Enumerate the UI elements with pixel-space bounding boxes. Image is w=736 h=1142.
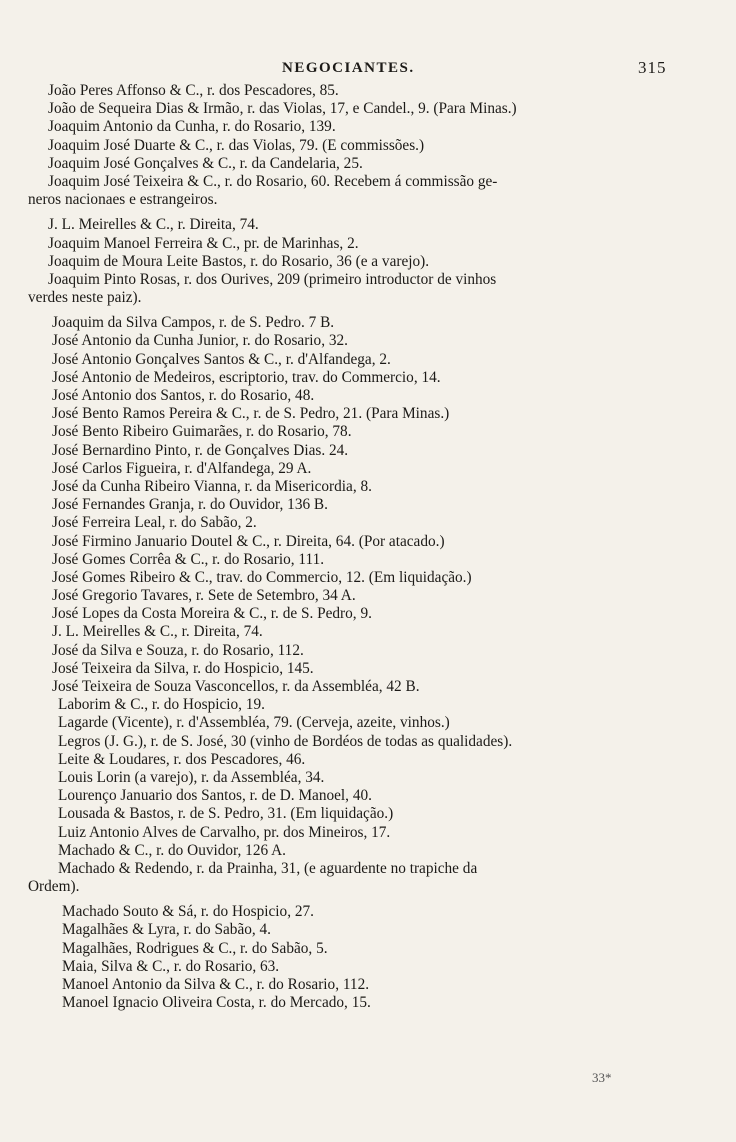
list-item: José Antonio dos Santos, r. do Rosario, 48. — [52, 387, 315, 404]
list-item: Louis Lorin (a varejo), r. da Assembléa, 34. — [58, 768, 325, 786]
list-item: José Bento Ribeiro Guimarães, r. do Rosario, 78. — [52, 423, 352, 441]
list-item: Lourenço Januario dos Santos, r. de D. Manoel, 40. — [58, 787, 372, 805]
list-item: Legros (J. G.), r. de S. José, 30 (vinho de Bordéos de todas as qualidades). — [58, 732, 513, 750]
list-item: João de Sequeira Dias & Irmão, r. das Violas, 17, e Candel., 9. (Para Minas.) — [48, 100, 517, 118]
merchant-list — [0, 82, 736, 1012]
list-item: Joaquim de Moura Leite Bastos, r. do Rosario, 36 (e a varejo). — [48, 252, 430, 270]
list-item: J. L. Meirelles & C., r. Direita, 74. — [52, 623, 263, 641]
list-item: José Gomes Ribeiro & C., trav. do Commercio, 12. (Em liquidação.) — [52, 568, 472, 586]
list-item: Joaquim José Teixeira & C., r. do Rosario, 60. Recebem á commissão ge- — [48, 172, 498, 190]
list-item: Joaquim José Gonçalves & C., r. da Candelaria, 25. — [48, 154, 363, 172]
list-item: Joaquim Pinto Rosas, r. dos Ourives, 209 (primeiro introductor de vinhos — [48, 270, 497, 288]
list-item: Joaquim José Duarte & C., r. das Violas, 79. (E commissões.) — [48, 136, 425, 154]
list-item: Lousada & Bastos, r. de S. Pedro, 31. (Em liquidação.) — [58, 805, 394, 823]
list-item: Machado & C., r. do Ouvidor, 126 A. — [58, 841, 286, 859]
list-item: José Gomes Corrêa & C., r. do Rosario, 111. — [52, 550, 325, 568]
list-item: José Lopes da Costa Moreira & C., r. de S. Pedro, 9. — [52, 605, 372, 623]
list-item: Laborim & C., r. do Hospicio, 19. — [58, 696, 265, 714]
list-item: José Antonio de Medeiros, escriptorio, trav. do Commercio, 14. — [52, 368, 441, 386]
list-item: José Bernardino Pinto, r. de Gonçalves Dias. 24. — [52, 441, 349, 459]
list-item: Joaquim Antonio da Cunha, r. do Rosario, 139. — [48, 118, 336, 136]
list-item: João Peres Affonso & C., r. dos Pescadores, 85. — [48, 82, 339, 99]
list-item: José da Silva e Souza, r. do Rosario, 112. — [52, 641, 304, 659]
list-item: José Ferreira Leal, r. do Sabão, 2. — [52, 514, 257, 532]
page-title: NEGOCIANTES. — [282, 60, 415, 76]
list-item: Manoel Antonio da Silva & C., r. do Rosario, 112. — [62, 976, 370, 993]
list-item: Joaquim da Silva Campos, r. de S. Pedro. 7 B. — [52, 314, 335, 332]
list-item: Machado Souto & Sá, r. do Hospicio, 27. — [62, 903, 314, 921]
list-item: José Teixeira de Souza Vasconcellos, r. da Assembléa, 42 B. — [52, 678, 420, 695]
list-item: J. L. Meirelles & C., r. Direita, 74. — [48, 216, 259, 234]
list-item: Machado & Redendo, r. da Prainha, 31, (e aguardente no trapiche da — [58, 859, 478, 877]
list-item: Magalhães, Rodrigues & C., r. do Sabão, 5. — [62, 939, 328, 957]
list-item: José Antonio da Cunha Junior, r. do Rosario, 32. — [52, 332, 348, 350]
list-item: Leite & Loudares, r. dos Pescadores, 46. — [58, 750, 306, 768]
list-item: José Teixeira da Silva, r. do Hospicio, 145. — [52, 659, 314, 677]
list-item: José Firmino Januario Doutel & C., r. Direita, 64. (Por atacado.) — [52, 532, 445, 550]
list-item-continuation: neros nacionaes e estrangeiros. — [28, 191, 218, 209]
list-item-continuation: Ordem). — [28, 878, 80, 896]
list-item: Luiz Antonio Alves de Carvalho, pr. dos Mineiros, 17. — [58, 823, 391, 841]
list-item: Magalhães & Lyra, r. do Sabão, 4. — [62, 921, 272, 939]
list-item: Lagarde (Vicente), r. d'Assembléa, 79. (Cerveja, azeite, vinhos.) — [58, 714, 450, 732]
list-item: José Carlos Figueira, r. d'Alfandega, 29 A. — [52, 459, 312, 477]
list-item-continuation: verdes neste paiz). — [28, 289, 142, 307]
list-item: José Antonio Gonçalves Santos & C., r. d'Alfandega, 2. — [52, 350, 391, 368]
list-item: Manoel Ignacio Oliveira Costa, r. do Mercado, 15. — [62, 994, 371, 1012]
page-header — [0, 60, 736, 82]
list-item: Maia, Silva & C., r. do Rosario, 63. — [62, 957, 280, 975]
signature-mark: 33* — [592, 1070, 612, 1085]
list-item: José Bento Ramos Pereira & C., r. de S. Pedro, 21. (Para Minas.) — [52, 405, 450, 423]
list-item: Joaquim Manoel Ferreira & C., pr. de Marinhas, 2. — [48, 234, 359, 252]
page-number: 315 — [638, 58, 667, 77]
list-item: José Fernandes Granja, r. do Ouvidor, 136 B. — [52, 496, 328, 514]
list-item: José Gregorio Tavares, r. Sete de Setembro, 34 A. — [52, 587, 356, 605]
list-item: José da Cunha Ribeiro Vianna, r. da Misericordia, 8. — [52, 477, 372, 495]
